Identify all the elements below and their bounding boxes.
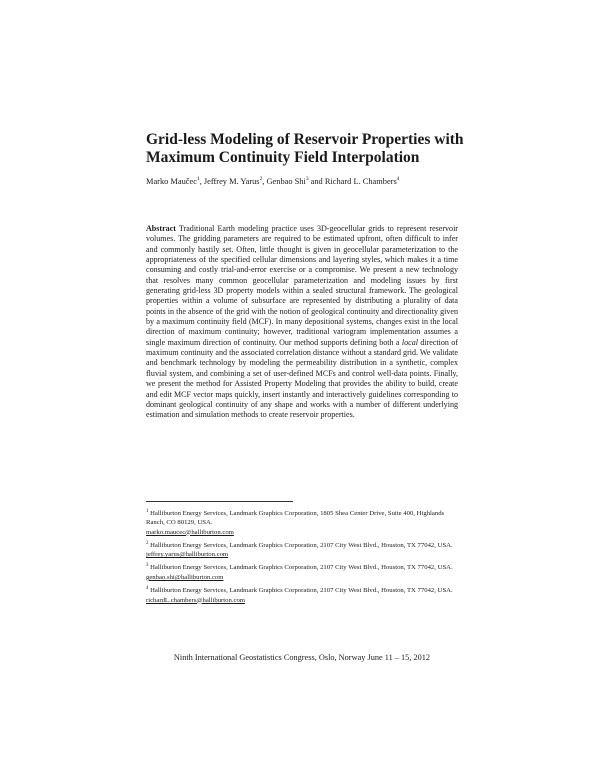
footnote-email-link[interactable]: jeffrey.yarus@halliburton.com — [146, 551, 229, 559]
conference-footer: Ninth International Geostatistics Congress, Oslo, Norway June 11 – 15, 2012 — [173, 653, 431, 662]
author-separator: , — [199, 176, 204, 186]
footnote-mark: 4 — [146, 586, 149, 592]
footnote-email-link[interactable]: richardL.chambers@halliburton.com — [146, 596, 246, 604]
author-mark: 1 — [196, 176, 200, 182]
author-name: Richard L. Chambers — [324, 176, 397, 186]
footnote — [146, 539, 458, 560]
author-separator: , — [262, 176, 267, 186]
footnote-affiliation: Halliburton Energy Services, Landmark Graphics Corporation, 2107 City West Blvd., Houston, TX 77042, USA. — [150, 564, 453, 572]
footnote-affiliation: Halliburton Energy Services, Landmark Graphics Corporation, 1805 Shea Center Drive, Suite 400, Highlands Ranch, CO 80129, USA. — [146, 510, 445, 527]
author-mark: 3 — [305, 176, 309, 182]
footnote — [146, 584, 458, 605]
footnote-affiliation: Halliburton Energy Services, Landmark Graphics Corporation, 2107 City West Blvd., Houston, TX 77042, USA. — [150, 542, 453, 550]
footnote — [146, 507, 458, 537]
author-line — [146, 174, 476, 187]
author-separator: and — [308, 176, 325, 186]
footnote-email-link[interactable]: genbao.shi@halliburton.com — [146, 573, 224, 581]
footnote-email-link[interactable]: marko.maucec@halliburton.com — [146, 528, 234, 536]
abstract-text-part1: Traditional Earth modeling practice uses 3D-geocellular grids to represent reservoir volumes. The gridding parameters are required to be estimated upfront, often difficult to infer and commonly hastily set. Often, little thought is given in geocellular parameterization to the appropriateness of the specified cellular dimensions and layering styles, which makes it a time consuming and costly trial-and-error exercise or a compromise. We present a new technology that resolves many common geocellular parameterization and modeling issues by first generating grid-less 3D property models within a sealed structural framework. The geological properties within a volume of subsurface are represented by distributing a plurality of data points in the absence of the grid with the notion of geological continuity and directionality given by a maximum continuity field (MCF). In many depositional systems, changes exist in the local direction of maximum continuity; however, traditional variogram implementation assumes a single maximum direction of continuity. Our method supports defining both a — [146, 224, 458, 347]
author-name: Jeffrey M. Yarus — [203, 176, 260, 186]
author-name: Marko Maučec — [146, 176, 197, 186]
footnote-mark: 3 — [146, 563, 149, 569]
footnotes — [146, 507, 458, 607]
footnote-separator — [146, 501, 293, 502]
abstract-paragraph — [146, 224, 458, 421]
paper-title: Grid-less Modeling of Reservoir Properties with Maximum Continuity Field Interpolation — [146, 131, 464, 166]
author-mark: 4 — [396, 176, 400, 182]
footnote — [146, 561, 458, 582]
abstract-text-part2: direction of maximum continuity and the associated correlation distance without a standard grid. We validate and benchmark technology by modeling the permeability distribution in a synthetic, complex fluvial system, and combining a set of user-defined MCFs and control well-data points. Finally, we present the method for Assisted Property Modeling that provides the ability to build, create and edit MCF vector maps quickly, insert instantly and interactively guidelines corresponding to dominant geological continuity of any shape and works with a number of different underlying estimation and simulation methods to create reservoir properties. — [146, 337, 459, 420]
abstract-label: Abstract — [146, 224, 176, 233]
author-name: Genbao Shi — [266, 176, 306, 186]
footnote-affiliation: Halliburton Energy Services, Landmark Graphics Corporation, 2107 City West Blvd., Houston, TX 77042, USA. — [150, 587, 453, 595]
author-mark: 2 — [259, 176, 263, 182]
footnote-mark: 1 — [146, 509, 149, 514]
abstract-emphasis: local — [401, 337, 418, 347]
footnote-mark: 2 — [146, 540, 149, 546]
